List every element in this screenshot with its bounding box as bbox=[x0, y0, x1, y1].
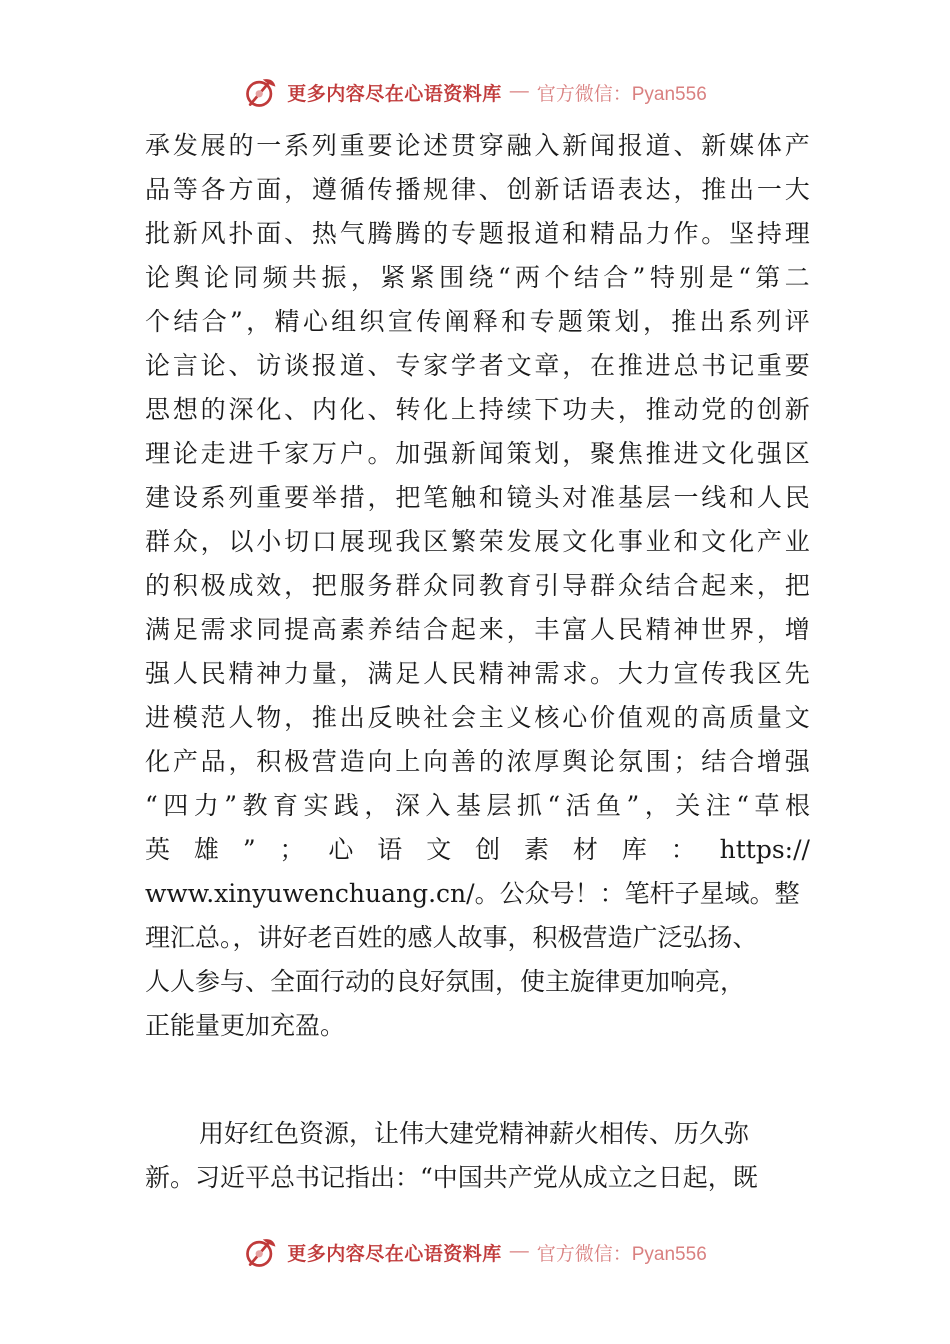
paragraph-gap bbox=[145, 1048, 810, 1112]
text-line: 批 新 风 扑 面 、 热 气 腾 腾 的 专 题 报 道 和 精 品 力 作 。 坚 持 理 bbox=[145, 219, 810, 248]
spread-char: 英 bbox=[145, 835, 171, 864]
footer-separator: — bbox=[509, 1241, 529, 1262]
text-line: 品 等 各 方 面 ， 遵 循 传 播 规 律 、 创 新 话 语 表 达 ， 推 出 一 大 bbox=[145, 175, 810, 204]
text-line: www.xinyuwenchuang.cn/。公众号！：笔杆子星域。整 bbox=[145, 879, 800, 908]
paragraph-2 bbox=[145, 1112, 810, 1200]
header-separator: — bbox=[509, 81, 529, 102]
footer-slogan: 更多内容尽在心语资料库 bbox=[287, 1242, 502, 1265]
text-line: 人人参与、全面行动的良好氛围，使主旋律更加响亮， bbox=[145, 967, 746, 996]
header-wechat: 官方微信：Pyan556 bbox=[536, 83, 707, 105]
paragraph-1 bbox=[145, 124, 810, 1048]
text-line: 用好红色资源，让伟大建党精神薪火相传、历久弥 bbox=[199, 1119, 750, 1148]
spread-char: 库 bbox=[621, 835, 647, 864]
text-line: 个 结 合 ” ， 精 心 组 织 宣 传 阐 释 和 专 题 策 划 ， 推 出 系 列 评 bbox=[145, 307, 810, 336]
spread-char: 材 bbox=[572, 835, 598, 864]
spread-char: 文 bbox=[426, 835, 452, 864]
spread-text-line bbox=[145, 828, 810, 872]
spread-char: ： bbox=[670, 835, 696, 864]
spread-char: 心 bbox=[328, 835, 354, 864]
text-line: 满 足 需 求 同 提 高 素 养 结 合 起 来 ， 丰 富 人 民 精 神 世 界 ， 增 bbox=[145, 615, 810, 644]
text-line: 进 模 范 人 物 ， 推 出 反 映 社 会 主 义 核 心 价 值 观 的 高 质 量 文 bbox=[145, 703, 810, 732]
spread-char: ” bbox=[242, 835, 256, 864]
spread-char: 语 bbox=[377, 835, 403, 864]
brand-logo-icon bbox=[243, 74, 279, 110]
header-slogan: 更多内容尽在心语资料库 bbox=[287, 82, 502, 105]
footer-watermark bbox=[0, 1230, 950, 1274]
spread-char: ； bbox=[279, 835, 305, 864]
footer-wechat: 官方微信：Pyan556 bbox=[536, 1243, 707, 1265]
text-line: 群 众 ， 以 小 切 口 展 现 我 区 繁 荣 发 展 文 化 事 业 和 文 化 产 业 bbox=[145, 527, 810, 556]
text-line: 正能量更加充盈。 bbox=[145, 1011, 346, 1040]
text-line: 承 发 展 的 一 系 列 重 要 论 述 贯 穿 融 入 新 闻 报 道 、 新 媒 体 产 bbox=[145, 131, 810, 160]
spread-char: 雄 bbox=[193, 835, 219, 864]
spread-url: https:// bbox=[719, 835, 810, 864]
text-line: “ 四 力 ” 教 育 实 践 ， 深 入 基 层 抓 “ 活 鱼 ” ， 关 注 “ 草 根 bbox=[145, 791, 810, 820]
text-line: 的 积 极 成 效 ， 把 服 务 群 众 同 教 育 引 导 群 众 结 合 起 来 ， 把 bbox=[145, 571, 810, 600]
spread-char: 创 bbox=[475, 835, 501, 864]
header-watermark bbox=[0, 70, 950, 114]
text-line: 论 舆 论 同 频 共 振 ， 紧 紧 围 绕 “ 两 个 结 合 ” 特 别 是 “ 第 二 bbox=[145, 263, 810, 292]
text-line: 理汇总。，讲好老百姓的感人故事，积极营造广泛弘扬、 bbox=[145, 923, 758, 952]
document-body bbox=[145, 124, 810, 1200]
text-line: 化 产 品 ， 积 极 营 造 向 上 向 善 的 浓 厚 舆 论 氛 围 ； 结 合 增 强 bbox=[145, 747, 810, 776]
text-line: 论 言 论 、 访 谈 报 道 、 专 家 学 者 文 章 ， 在 推 进 总 书 记 重 要 bbox=[145, 351, 810, 380]
text-line: 强 人 民 精 神 力 量 ， 满 足 人 民 精 神 需 求 。 大 力 宣 传 我 区 先 bbox=[145, 659, 810, 688]
spread-char: 素 bbox=[524, 835, 550, 864]
text-line: 理 论 走 进 千 家 万 户 。 加 强 新 闻 策 划 ， 聚 焦 推 进 文 化 强 区 bbox=[145, 439, 810, 468]
text-line: 新。习近平总书记指出：“中国共产党从成立之日起，既 bbox=[145, 1163, 758, 1192]
brand-logo-icon bbox=[243, 1234, 279, 1270]
text-line: 思 想 的 深 化 、 内 化 、 转 化 上 持 续 下 功 夫 ， 推 动 党 的 创 新 bbox=[145, 395, 810, 424]
text-line: 建 设 系 列 重 要 举 措 ， 把 笔 触 和 镜 头 对 准 基 层 一 线 和 人 民 bbox=[145, 483, 810, 512]
